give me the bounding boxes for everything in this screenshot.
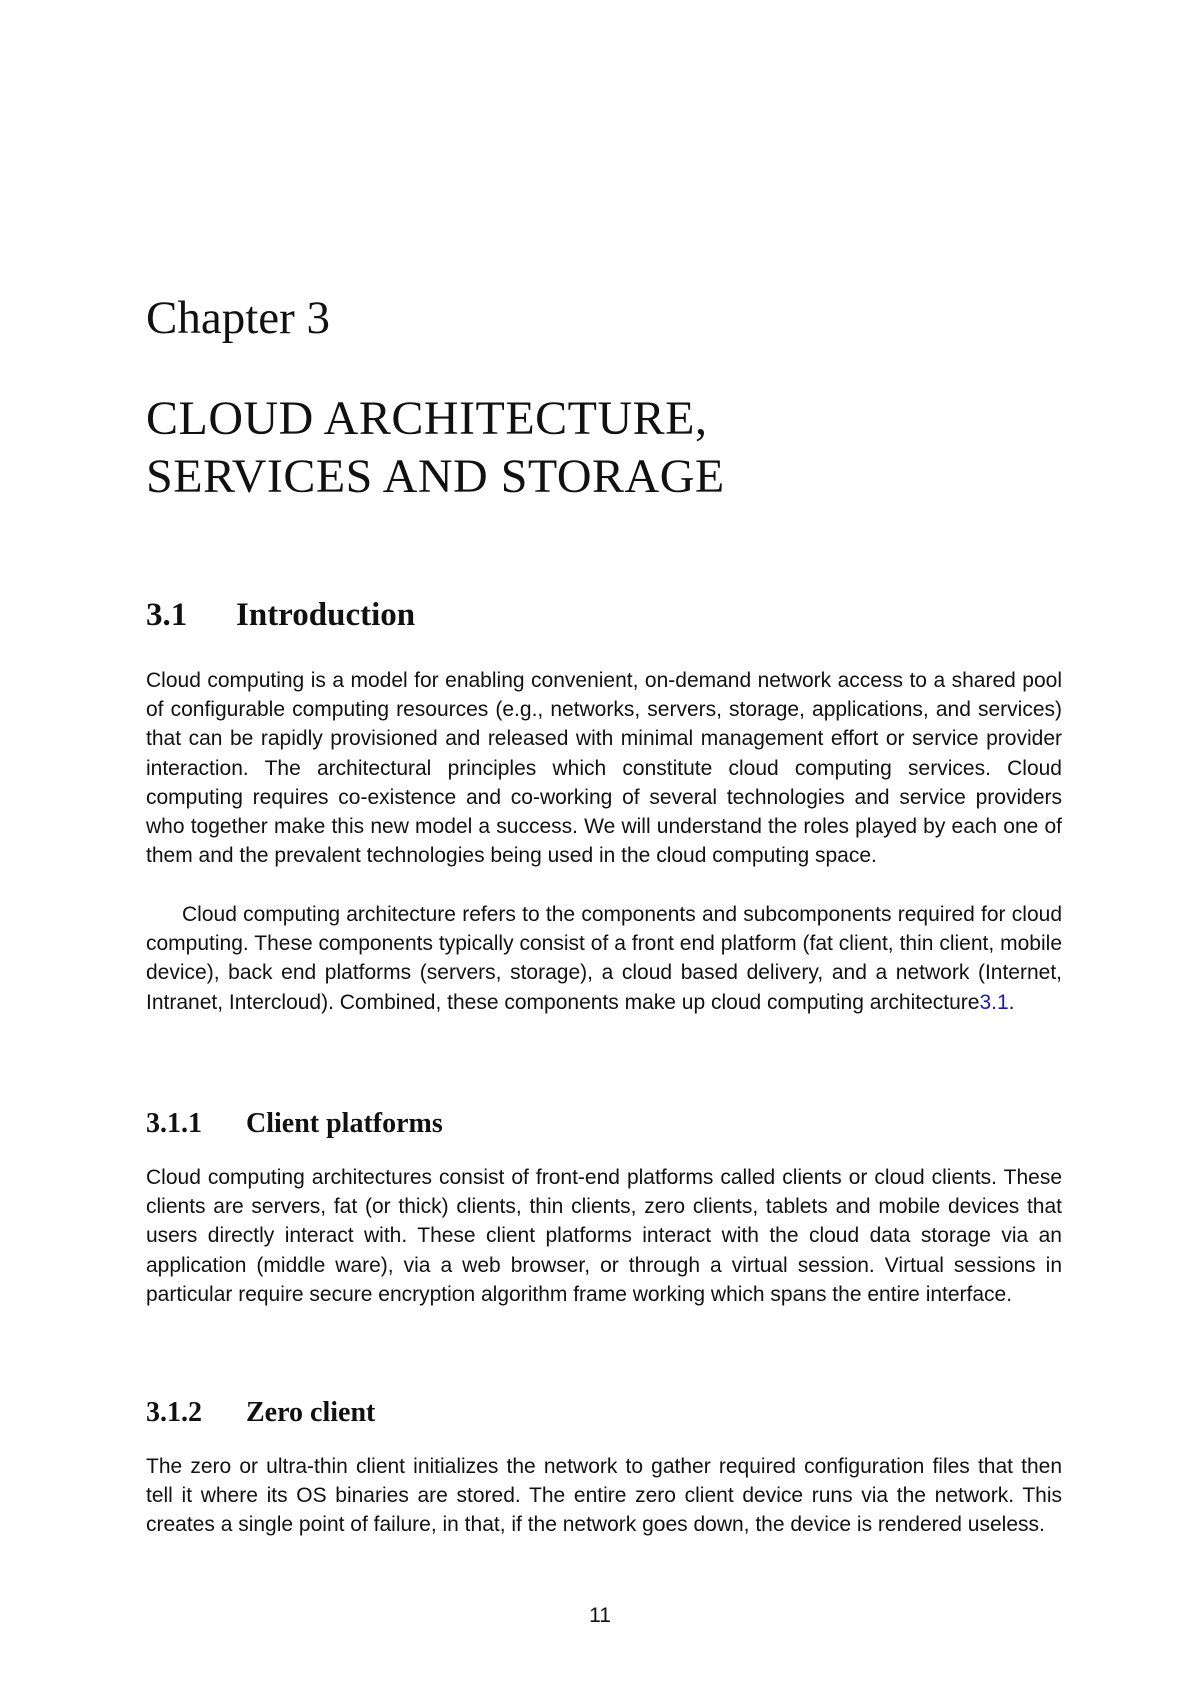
intro-paragraph-2 — [146, 900, 1062, 1017]
subsection-number: 3.1.1 — [146, 1108, 202, 1139]
page-number: 11 — [589, 1604, 611, 1627]
zero-client-paragraph: The zero or ultra-thin client initializes the network to gather required configuration files that then tell it where its OS binaries are stored. The entire zero client device runs via the network. This creates a single point of failure, in that, if the network goes down, the device is rendered useless. — [146, 1455, 1062, 1537]
section-heading-introduction — [146, 595, 415, 635]
intro-paragraph-2-text: Cloud computing architecture refers to the components and subcomponents required for cloud computing. These components typically consist of a front end platform (fat client, thin client, mobile device), back end platforms (servers, storage), a cloud based delivery, and a network (Internet, Intranet, Intercloud). Combined, these components make up cloud computing architecture — [146, 903, 1062, 1014]
subsection-title: Client platforms — [246, 1108, 443, 1139]
section-title: Introduction — [236, 597, 416, 633]
chapter-title-line-1: CLOUD ARCHITECTURE, — [146, 392, 708, 445]
figure-reference-link[interactable]: 3.1 — [979, 990, 1009, 1014]
chapter-title — [146, 390, 1066, 506]
intro-paragraph-2-end: . — [1008, 990, 1015, 1014]
subsection-heading-client-platforms — [146, 1107, 443, 1141]
client-platforms-paragraph: Cloud computing architectures consist of front-end platforms called clients or cloud clients. These clients are servers, fat (or thick) clients, thin clients, zero clients, tablets and mobile devices that users directly interact with. These client platforms interact with the cloud data storage via an application (middle ware), via a web browser, or through a virtual session. Virtual sessions in particular require secure encryption algorithm frame working which spans the entire interface. — [146, 1166, 1062, 1306]
subsection-heading-zero-client — [146, 1396, 375, 1430]
section-number: 3.1 — [146, 597, 188, 633]
intro-paragraph-1: Cloud computing is a model for enabling convenient, on-demand network access to a shared pool of configurable computing resources (e.g., networks, servers, storage, applications, and services) that can be rapidly provisioned and released with minimal management effort or service provider interaction. The architectural principles which constitute cloud computing services. Cloud computing requires co-existence and co-working of several technologies and service providers who together make this new model a success. We will understand the roles played by each one of them and the prevalent technologies being used in the cloud computing space. — [146, 669, 1062, 868]
chapter-title-line-2: SERVICES AND STORAGE — [146, 450, 725, 503]
subsection-title: Zero client — [246, 1397, 376, 1428]
chapter-label: Chapter 3 — [146, 292, 331, 344]
subsection-number: 3.1.2 — [146, 1397, 202, 1428]
